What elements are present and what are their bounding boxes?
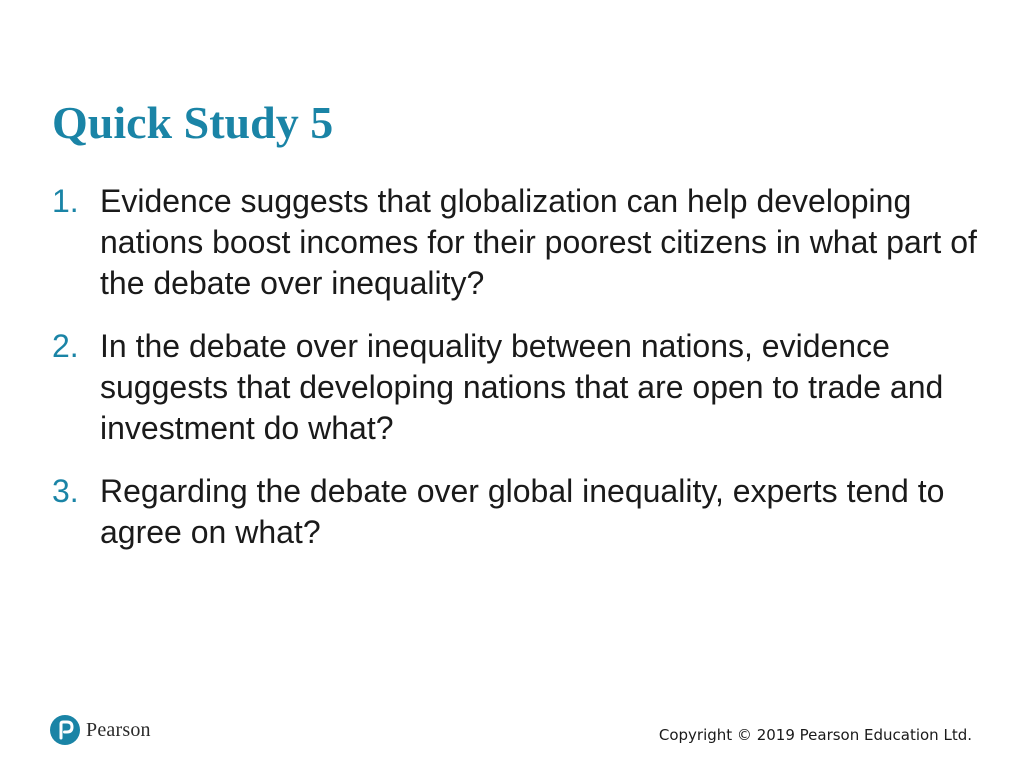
copyright-notice: Copyright © 2019 Pearson Education Ltd. [658,726,972,744]
question-text: Regarding the debate over global inequality, experts tend to agree on what? [100,473,945,550]
pearson-logo [50,714,151,746]
question-item-3 [52,471,982,553]
question-number: 2. [52,328,79,364]
question-text: Evidence suggests that globalization can help developing nations boost incomes for their poorest citizens in what part of the debate over inequality? [100,183,977,301]
slide-title: Quick Study 5 [52,97,334,148]
question-item-1 [52,181,982,304]
question-text: In the debate over inequality between nations, evidence suggests that developing nations that are open to trade and investment do what? [100,328,944,446]
pearson-logo-text: Pearson [86,719,151,741]
question-item-2 [52,326,982,449]
question-list [52,181,982,575]
question-number: 3. [52,473,79,509]
pearson-logo-icon [50,715,80,745]
question-number: 1. [52,183,79,219]
